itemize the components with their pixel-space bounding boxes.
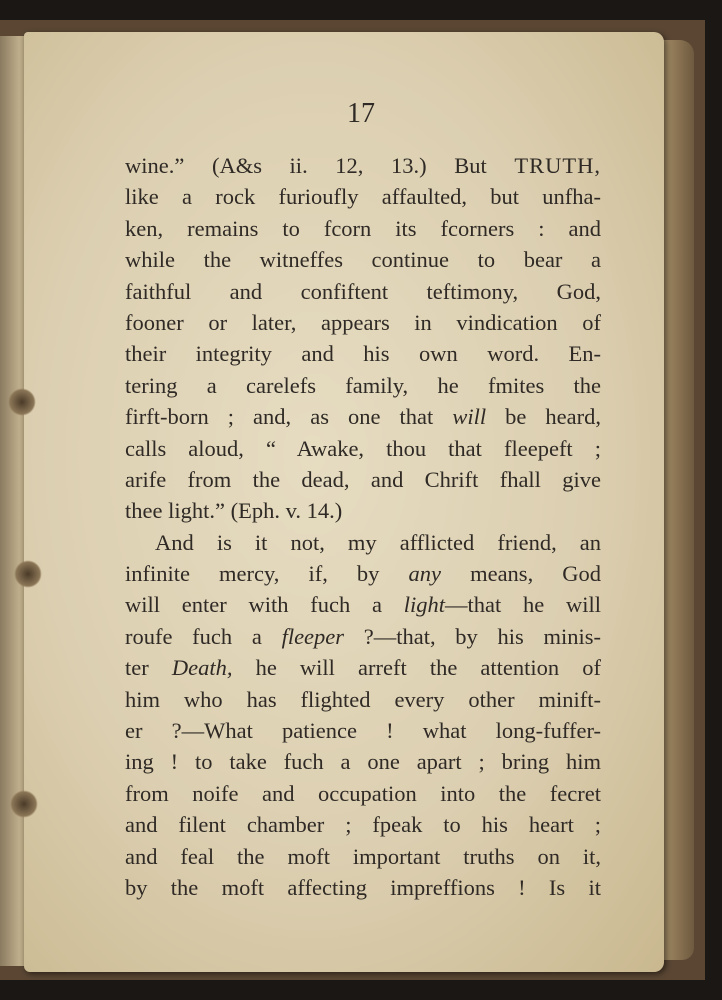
text-line: roufe fuch a fleeper ?—that, by his minis- (125, 623, 601, 649)
text-line: wine.” (A&s ii. 12, 13.) But TRUTH, (125, 153, 601, 178)
text-line: will enter with fuch a light—that he will (125, 592, 601, 618)
text-line: ter Death, he will arreft the attention of (125, 655, 601, 681)
text-line: fooner or later, appears in vindication of (125, 309, 601, 335)
binding-hole (14, 560, 42, 588)
text-line: while the witneffes continue to bear a (125, 247, 601, 273)
text-line: their integrity and his own word. En- (125, 341, 601, 367)
page-stack-edge (660, 40, 694, 960)
text-line: er ?—What patience ! what long-fuffer- (125, 718, 601, 744)
text-line: faithful and confiftent teftimony, God, (125, 278, 601, 304)
page-number: 17 (347, 98, 375, 129)
text-line: ken, remains to fcorn its fcorners : and (125, 215, 601, 241)
binding-hole (8, 388, 36, 416)
text-line: tering a carelefs family, he fmites the (125, 372, 601, 398)
text-line: like a rock furioufly affaulted, but unfha- (125, 184, 601, 210)
text-line: calls aloud, “ Awake, thou that fleepeft ; (125, 435, 601, 461)
text-line: arife from the dead, and Chrift fhall give (125, 466, 601, 492)
text-line: and filent chamber ; fpeak to his heart ; (125, 812, 601, 838)
text-line: thee light.” (Eph. v. 14.) (125, 498, 343, 524)
text-line: And is it not, my afflicted friend, an (155, 529, 601, 555)
text-line: and feal the moft important truths on it, (125, 843, 601, 869)
text-line: from noife and occupation into the fecret (125, 780, 601, 806)
text-line: infinite mercy, if, by any means, God (125, 561, 602, 587)
binding-hole (10, 790, 38, 818)
text-line: by the moft affecting impreffions ! Is it (125, 874, 601, 900)
text-line: firft-born ; and, as one that will be heard, (125, 404, 602, 430)
text-line: ing ! to take fuch a one apart ; bring him (125, 749, 601, 775)
body-text (125, 150, 601, 903)
text-line: him who has flighted every other minift- (125, 686, 601, 712)
